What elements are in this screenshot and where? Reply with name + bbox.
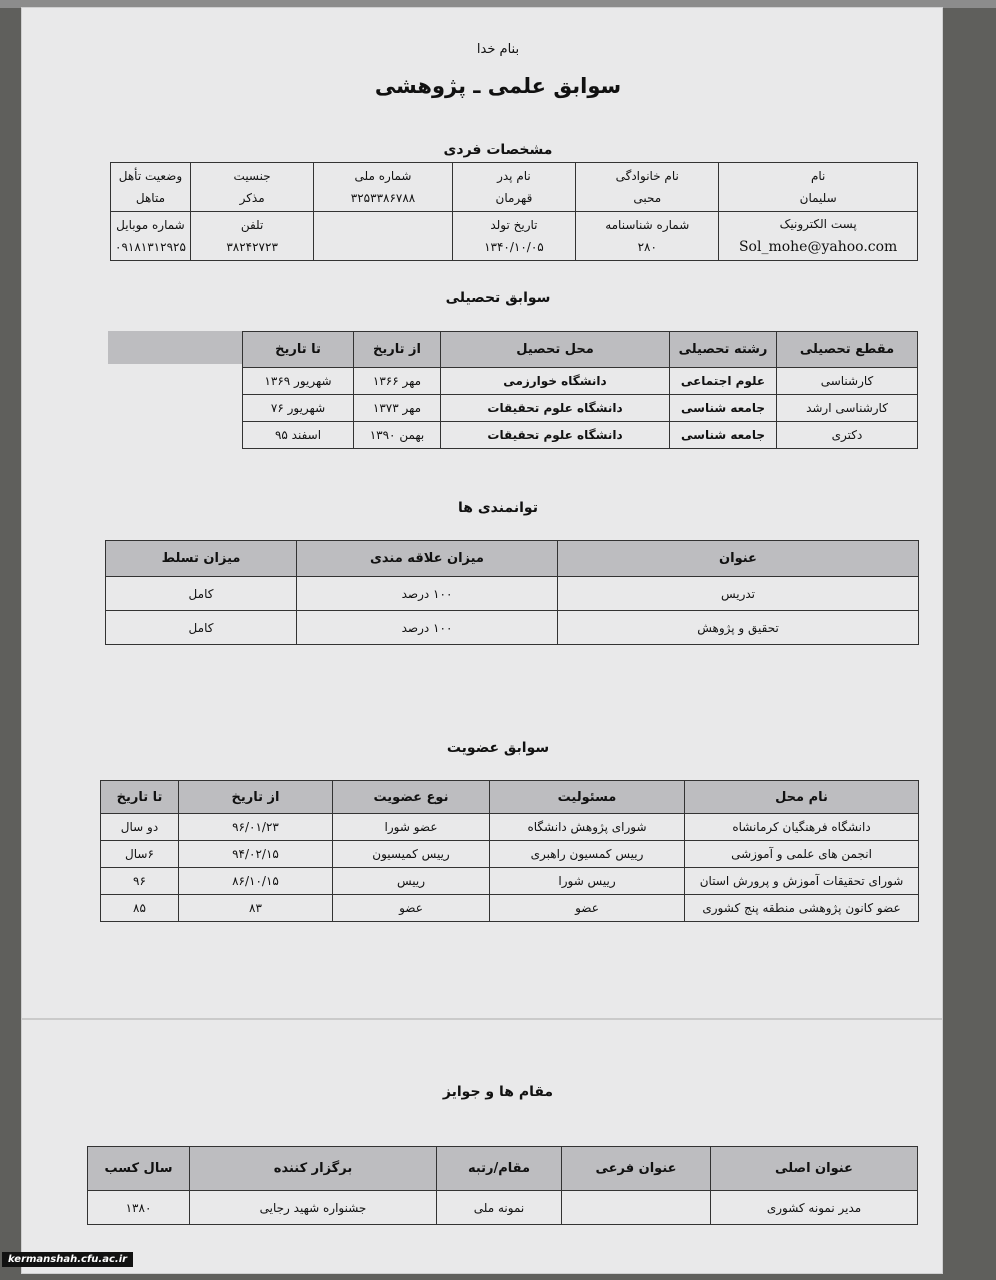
document-title: سوابق علمی ـ پژوهشی	[374, 74, 622, 98]
education-section-title: سوابق تحصیلی	[445, 290, 551, 306]
awards-cell: ۱۳۸۰	[88, 1191, 190, 1225]
personal-cell: تلفن ۳۸۲۴۲۷۲۳	[190, 212, 313, 261]
membership-header-row	[101, 781, 919, 814]
personal-cell: شماره ملی ۳۲۵۳۳۸۶۷۸۸	[314, 163, 452, 212]
awards-cell	[562, 1191, 711, 1225]
membership-cell: دانشگاه فرهنگیان کرمانشاه	[685, 814, 919, 841]
personal-cell: نام خانوادگی محبی	[576, 163, 719, 212]
education-cell: شهریور ۷۶	[243, 395, 354, 422]
education-cell: علوم اجتماعی	[670, 368, 777, 395]
abilities-table	[105, 540, 919, 645]
education-cell: کارشناسی ارشد	[777, 395, 918, 422]
personal-cell: شماره شناسنامه ۲۸۰	[576, 212, 719, 261]
awards-header-cell: سال کسب	[88, 1147, 190, 1191]
education-header-row	[243, 332, 918, 368]
paper-fold-line	[22, 1018, 942, 1020]
membership-cell: رییس	[333, 868, 490, 895]
personal-cell: شماره موبایل ۰۹۱۸۱۳۱۲۹۲۵	[111, 212, 191, 261]
membership-cell: ۶سال	[101, 841, 179, 868]
personal-cell: جنسیت مذکر	[190, 163, 313, 212]
abilities-cell: کامل	[106, 611, 297, 645]
awards-row	[88, 1191, 918, 1225]
membership-cell: رییس کمسیون راهبری	[490, 841, 685, 868]
education-header-band	[108, 331, 248, 364]
personal-cell: تاریخ تولد ۱۳۴۰/۱۰/۰۵	[452, 212, 575, 261]
personal-row-2	[111, 212, 918, 261]
awards-section-title: مقام ها و جوایز	[442, 1084, 554, 1100]
abilities-header-cell: میزان علاقه مندی	[297, 541, 558, 577]
membership-cell: عضو	[333, 895, 490, 922]
membership-cell: ۸۵	[101, 895, 179, 922]
membership-header-cell: تا تاریخ	[101, 781, 179, 814]
awards-cell: مدیر نمونه کشوری	[711, 1191, 918, 1225]
membership-header-cell: نام محل	[685, 781, 919, 814]
membership-header-cell: نوع عضویت	[333, 781, 490, 814]
education-cell: دانشگاه علوم تحقیقات	[441, 395, 670, 422]
education-header-cell: تا تاریخ	[243, 332, 354, 368]
personal-cell	[314, 212, 452, 261]
abilities-cell: تدریس	[558, 577, 919, 611]
membership-header-cell: مسئولیت	[490, 781, 685, 814]
education-cell: دانشگاه علوم تحقیقات	[441, 422, 670, 449]
bismillah-heading: بنام خدا	[476, 42, 520, 57]
abilities-row	[106, 611, 919, 645]
membership-cell: عضو شورا	[333, 814, 490, 841]
membership-cell: ۹۶/۰۱/۲۳	[179, 814, 333, 841]
personal-section-title: مشخصات فردی	[443, 142, 553, 158]
education-cell: جامعه شناسی	[670, 422, 777, 449]
personal-cell: پست الکترونیک Sol_mohe@yahoo.com	[719, 212, 918, 261]
education-header-cell: رشته تحصیلی	[670, 332, 777, 368]
education-cell: بهمن ۱۳۹۰	[354, 422, 441, 449]
education-cell: کارشناسی	[777, 368, 918, 395]
personal-cell: وضعیت تأهل متاهل	[111, 163, 191, 212]
membership-row	[101, 868, 919, 895]
education-header-cell: محل تحصیل	[441, 332, 670, 368]
membership-cell: رییس شورا	[490, 868, 685, 895]
awards-table	[87, 1146, 918, 1225]
abilities-header-row	[106, 541, 919, 577]
membership-row	[101, 814, 919, 841]
abilities-cell: تحقیق و پژوهش	[558, 611, 919, 645]
membership-header-cell: از تاریخ	[179, 781, 333, 814]
membership-cell: شورای تحقیقات آموزش و پرورش استان	[685, 868, 919, 895]
membership-cell: ۸۳	[179, 895, 333, 922]
education-header-cell: از تاریخ	[354, 332, 441, 368]
abilities-header-cell: میزان تسلط	[106, 541, 297, 577]
education-table	[242, 331, 918, 449]
personal-cell: نام سلیمان	[719, 163, 918, 212]
awards-header-cell: عنوان اصلی	[711, 1147, 918, 1191]
awards-header-cell: عنوان فرعی	[562, 1147, 711, 1191]
abilities-header-cell: عنوان	[558, 541, 919, 577]
awards-cell: نمونه ملی	[437, 1191, 562, 1225]
education-cell: مهر ۱۳۶۶	[354, 368, 441, 395]
membership-cell: ۸۶/۱۰/۱۵	[179, 868, 333, 895]
education-cell: دانشگاه خوارزمی	[441, 368, 670, 395]
membership-table	[100, 780, 919, 922]
membership-section-title: سوابق عضویت	[446, 740, 550, 756]
abilities-cell: کامل	[106, 577, 297, 611]
membership-row	[101, 841, 919, 868]
education-header-cell: مقطع تحصیلی	[777, 332, 918, 368]
membership-cell: عضو	[490, 895, 685, 922]
site-watermark: kermanshah.cfu.ac.ir	[2, 1252, 133, 1267]
abilities-cell: ۱۰۰ درصد	[297, 611, 558, 645]
awards-header-cell: مقام/رتبه	[437, 1147, 562, 1191]
education-cell: مهر ۱۳۷۳	[354, 395, 441, 422]
awards-header-row	[88, 1147, 918, 1191]
abilities-cell: ۱۰۰ درصد	[297, 577, 558, 611]
personal-info-table	[110, 162, 918, 261]
abilities-row	[106, 577, 919, 611]
membership-cell: ۹۶	[101, 868, 179, 895]
education-cell: دکتری	[777, 422, 918, 449]
membership-cell: دو سال	[101, 814, 179, 841]
education-cell: اسفند ۹۵	[243, 422, 354, 449]
education-row	[243, 395, 918, 422]
awards-header-cell: برگزار کننده	[190, 1147, 437, 1191]
membership-cell: شورای پژوهش دانشگاه	[490, 814, 685, 841]
abilities-section-title: توانمندی ها	[458, 500, 538, 516]
education-row	[243, 422, 918, 449]
photo-top-edge	[0, 0, 996, 8]
membership-cell: رییس کمیسیون	[333, 841, 490, 868]
awards-cell: جشنواره شهید رجایی	[190, 1191, 437, 1225]
membership-cell: انجمن های علمی و آموزشی	[685, 841, 919, 868]
membership-cell: ۹۴/۰۲/۱۵	[179, 841, 333, 868]
membership-row	[101, 895, 919, 922]
education-cell: جامعه شناسی	[670, 395, 777, 422]
membership-cell: عضو کانون پژوهشی منطقه پنج کشوری	[685, 895, 919, 922]
education-cell: شهریور ۱۳۶۹	[243, 368, 354, 395]
personal-cell: نام پدر قهرمان	[452, 163, 575, 212]
education-row	[243, 368, 918, 395]
personal-row-1	[111, 163, 918, 212]
